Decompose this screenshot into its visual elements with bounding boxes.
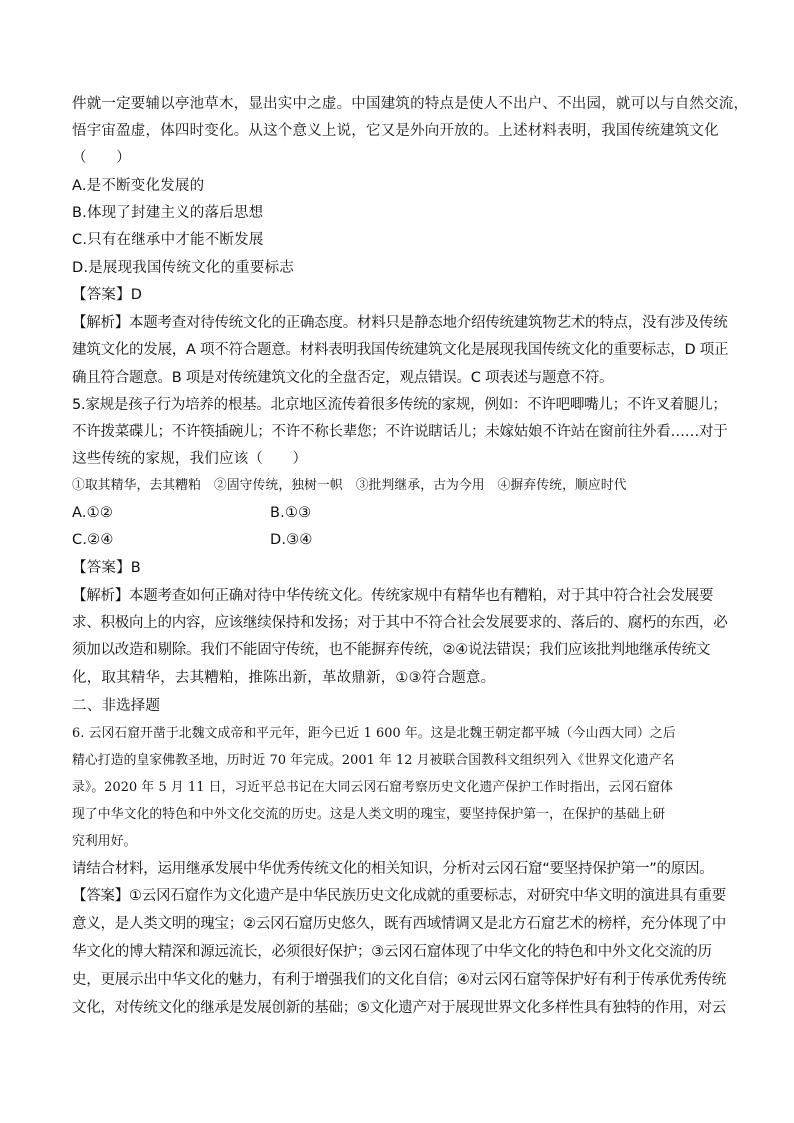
q5-stem-line-3: 这些传统的家规，我们应该（ ）	[72, 451, 308, 467]
q5-analysis-line-2: 求、积极向上的内容，应该继续保持和发扬；对于其中不符合社会发展要求的、落后的、腐朽的东西，必	[72, 615, 728, 631]
section-heading: 二、非选择题	[72, 698, 161, 714]
q5-option-d: D.③④	[270, 532, 313, 548]
q4-stem-line-1: 件就一定要辅以亭池草木，显出实中之虚。中国建筑的特点是使人不出户、不出园，就可以与自然交流，	[72, 96, 749, 112]
q5-choices: ①取其精华，去其糟粕 ②固守传统，独树一帜 ③批判继承，古为今用 ④摒弃传统，顺应时代	[72, 478, 627, 493]
q6-material-line-5: 究利用好。	[72, 834, 137, 849]
q4-option-b: B.体现了封建主义的落后思想	[72, 205, 264, 221]
q5-option-c: C.②④	[72, 532, 114, 548]
q5-stem-line-2: 不许拨菜碟儿；不许筷插碗儿；不许不称长辈您；不许说瞎话儿；未嫁姑娘不许站在窗前往外看……对于	[72, 424, 728, 440]
q4-answer: 【答案】D	[72, 287, 143, 303]
q5-option-b: B.①③	[270, 505, 312, 521]
q5-option-a: A.①②	[72, 505, 114, 521]
q4-stem-line-2: 悟宇宙盈虚，体四时变化。从这个意义上说，它又是外向开放的。上述材料表明，我国传统建筑文化	[72, 123, 719, 139]
q6-answer-line-5: 文化，对传统文化的继承是发展创新的基础；⑤文化遗产对于展现世界文化多样性具有独特的作用，对云	[72, 1000, 726, 1016]
q4-analysis-line-3: 确且符合题意。B 项是对传统建筑文化的全盘否定，观点错误。C 项表述与题意不符。	[72, 370, 614, 386]
q5-options-row-2	[72, 530, 722, 550]
q4-option-a: A.是不断变化发展的	[72, 178, 205, 194]
q6-material-line-4: 现了中华文化的特色和中外文化交流的历史。这是人类文明的瑰宝，要坚持保护第一，在保护的基础上研	[72, 807, 666, 822]
q6-material-line-2: 精心打造的皇家佛教圣地，历时近 70 年完成。2001 年 12 月被联合国教科文组织列入《世界文化遗产名	[72, 753, 675, 768]
q5-answer: 【答案】B	[72, 560, 141, 576]
q5-analysis-line-3: 须加以改造和剔除。我们不能固守传统，也不能摒弃传统，②④说法错误；我们应该批判地继承传统文	[72, 642, 711, 658]
q6-answer-line-2: 意义，是人类文明的瑰宝；②云冈石窟历史悠久，既有西域情调又是北方石窟艺术的榜样，充分体现了中	[72, 916, 726, 932]
q6-answer-line-4: 史，更展示出中华文化的魅力，有利于增强我们的文化自信；④对云冈石窟等保护好有利于传承优秀传统	[72, 972, 726, 988]
q4-stem-line-3: （ ）	[72, 150, 131, 166]
q4-option-d: D.是展现我国传统文化的重要标志	[72, 260, 294, 276]
q4-option-c: C.只有在继承中才能不断发展	[72, 232, 264, 248]
q6-answer-line-3: 华文化的博大精深和源远流长，必须很好保护；③云冈石窟体现了中华文化的特色和中外文化交流的历	[72, 944, 712, 960]
q5-options-row-1	[72, 503, 722, 523]
q6-answer-line-1: 【答案】①云冈石窟作为文化遗产是中华民族历史文化成就的重要标志，对研究中华文明的演进具有重要	[72, 888, 726, 904]
q6-material-line-1: 6. 云冈石窟开凿于北魏文成帝和平元年，距今已近 1 600 年。这是北魏王朝定都平城（今山西大同）之后	[72, 726, 676, 741]
q5-analysis-line-4: 化，取其精华，去其糟粕，推陈出新，革故鼎新，①③符合题意。	[72, 670, 496, 686]
q5-analysis-line-1: 【解析】本题考查如何正确对待中华传统文化。传统家规中有精华也有糟粕，对于其中符合社会发展要	[72, 588, 714, 604]
q4-analysis-line-2: 建筑文化的发展，A 项不符合题意。材料表明我国传统建筑文化是展现我国传统文化的重要标志，D 项正	[72, 342, 729, 358]
q6-question: 请结合材料，运用继承发展中华优秀传统文化的相关知识，分析对云冈石窟“要坚持保护第一”的原因。	[72, 861, 714, 877]
q5-stem-line-1: 5.家规是孩子行为培养的根基。北京地区流传着很多传统的家规，例如：不许吧唧嘴儿；不许叉着腿儿；	[72, 397, 727, 413]
q6-material-line-3: 录》。2020 年 5 月 11 日，习近平总书记在大同云冈石窟考察历史文化遗产保护工作时指出，云冈石窟体	[72, 780, 673, 795]
q4-analysis-line-1: 【解析】本题考查对待传统文化的正确态度。材料只是静态地介绍传统建筑物艺术的特点，没有涉及传统	[72, 315, 728, 331]
